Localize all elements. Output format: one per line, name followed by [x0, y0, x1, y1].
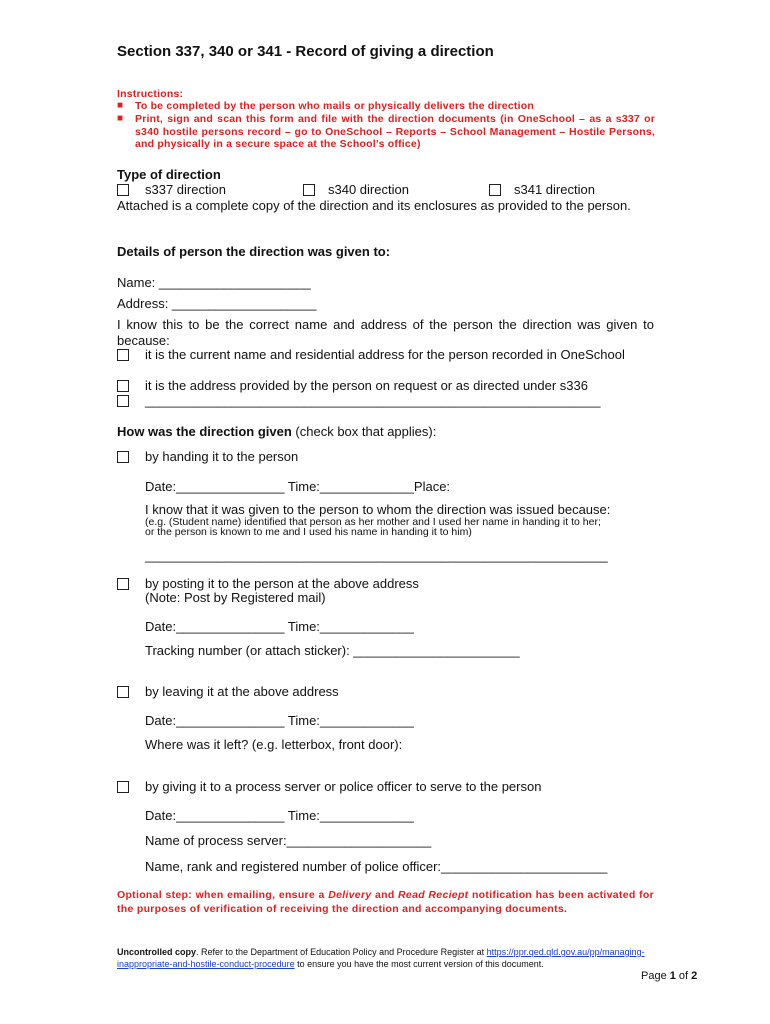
policy-link[interactable]: https://ppr.qed.qld.gov.au/pp/managing-inappropriate-and-hostile-conduct-procedure [117, 947, 645, 969]
hand-checkbox[interactable] [117, 451, 129, 463]
how-heading-rest: (check box that applies): [291, 424, 437, 439]
s341-checkbox[interactable] [489, 184, 501, 196]
footer-note [117, 947, 647, 970]
page-total: 2 [691, 970, 698, 982]
hand-know-text: I know that it was given to the person to whom the direction was issued because: [145, 502, 611, 517]
server-label: by giving it to a process server or police officer to serve to the person [145, 779, 542, 794]
optional-step-note [117, 888, 654, 916]
page-mid: of [675, 970, 692, 982]
optional-delivery: Delivery [328, 889, 372, 901]
optional-read-receipt: Read Reciept [398, 889, 469, 901]
footer-text: to ensure you have the most current version of this document. [294, 958, 544, 969]
instruction-item: Print, sign and scan this form and file with the direction documents (in OneSchool – as a s337 or s340 hostile persons record – go to OneSchool – Reports – School Management – Hostile Persons, and physically in a secure space at the School’s office) [135, 113, 655, 150]
post-label: by posting it to the person at the above address [145, 576, 419, 591]
s341-label: s341 direction [514, 182, 595, 197]
page-current: 1 [669, 970, 676, 982]
post-checkbox[interactable] [117, 578, 129, 590]
s340-checkbox[interactable] [303, 184, 315, 196]
s337-checkbox[interactable] [117, 184, 129, 196]
reason-s336-checkbox[interactable] [117, 380, 129, 392]
police-officer-field[interactable]: Name, rank and registered number of police officer:_______________________ [145, 859, 608, 874]
bullet-icon: ■ [117, 100, 124, 111]
how-heading-bold: How was the direction given [117, 424, 292, 439]
address-field[interactable]: Address: ____________________ [117, 296, 317, 311]
page-number [641, 970, 697, 982]
footer-text: . Refer to the Department of Education Policy and Procedure Register at [196, 947, 487, 957]
s340-label: s340 direction [328, 182, 409, 197]
process-server-name-field[interactable]: Name of process server:____________________ [145, 833, 432, 848]
tracking-number-field[interactable]: Tracking number (or attach sticker): _______________________ [145, 643, 520, 658]
reason-other-field[interactable]: _______________________________________________________________ [145, 393, 601, 408]
optional-text: Optional step: when emailing, ensure a [117, 889, 329, 901]
leave-label: by leaving it at the above address [145, 684, 339, 699]
reason-other-checkbox[interactable] [117, 395, 129, 407]
s337-label: s337 direction [145, 182, 226, 197]
hand-label: by handing it to the person [145, 449, 299, 464]
optional-text: notification has been activated for the purposes of verification of receiving the direction and accompanying documents. [117, 889, 654, 915]
leave-where-field[interactable]: Where was it left? (e.g. letterbox, front door): [145, 737, 403, 752]
name-field[interactable]: Name: _____________________ [117, 275, 311, 290]
hand-example-line1: (e.g. (Student name) identified that person as her mother and I used her name in handing it to her; [145, 516, 601, 528]
instruction-item: To be completed by the person who mails or physically delivers the direction [135, 100, 534, 112]
type-heading: Type of direction [117, 167, 221, 182]
bullet-icon: ■ [117, 113, 124, 124]
details-heading: Details of person the direction was given to: [117, 244, 391, 259]
hand-blank-field[interactable]: ________________________________________________________________ [145, 548, 608, 563]
how-heading [117, 424, 436, 439]
attached-text: Attached is a complete copy of the direction and its enclosures as provided to the person. [117, 198, 631, 213]
leave-date-time[interactable]: Date:_______________ Time:_____________ [145, 713, 414, 728]
know-text: I know this to be the correct name and address of the person the direction was given to because: [117, 317, 654, 348]
hand-example-line2: or the person is known to me and I used his name in handing it to him) [145, 526, 472, 538]
document-title: Section 337, 340 or 341 - Record of giving a direction [117, 43, 494, 60]
leave-checkbox[interactable] [117, 686, 129, 698]
page-prefix: Page [641, 970, 670, 982]
hand-date-time-place[interactable]: Date:_______________ Time:_____________Place: [145, 479, 451, 494]
instructions-heading: Instructions: [117, 88, 184, 100]
optional-text: and [371, 889, 399, 901]
server-date-time[interactable]: Date:_______________ Time:_____________ [145, 808, 414, 823]
post-date-time[interactable]: Date:_______________ Time:_____________ [145, 619, 414, 634]
reason-oneschool-label: it is the current name and residential address for the person recorded in OneSchool [145, 347, 625, 362]
footer-bold: Uncontrolled copy [117, 947, 197, 957]
reason-s336-label: it is the address provided by the person on request or as directed under s336 [145, 378, 588, 393]
post-note: (Note: Post by Registered mail) [145, 590, 326, 605]
server-checkbox[interactable] [117, 781, 129, 793]
